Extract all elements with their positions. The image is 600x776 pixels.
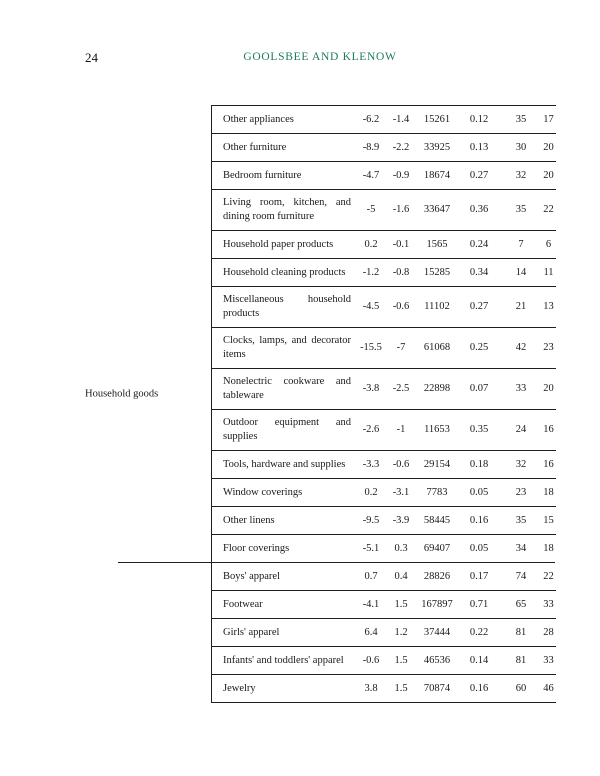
value-cell: 35	[515, 514, 527, 526]
value-cell: 167897	[421, 598, 453, 610]
table-row	[212, 134, 556, 162]
value-cell: 18	[543, 543, 554, 554]
category-cell: Other furniture	[223, 141, 287, 153]
value-cell: 17	[543, 113, 554, 125]
value-cell: 70874	[423, 682, 451, 694]
value-cell: 33647	[423, 204, 451, 215]
value-cell: 21	[515, 301, 527, 312]
table-row	[212, 410, 556, 451]
value-cell: -0.8	[392, 266, 410, 278]
value-cell: 1.5	[394, 682, 408, 694]
value-cell: 15285	[423, 266, 451, 278]
value-cell: -2.5	[392, 383, 410, 394]
value-cell: 7783	[426, 486, 448, 498]
category-cell: Bedroom furniture	[223, 169, 302, 181]
value-cell: 0.2	[364, 238, 378, 250]
table-row	[212, 106, 556, 134]
value-cell: 0.24	[469, 238, 489, 250]
table-row	[212, 231, 556, 259]
value-cell: 0.3	[394, 543, 408, 554]
table-row	[212, 479, 556, 507]
value-cell: 15	[543, 514, 554, 526]
value-cell: -4.1	[362, 598, 380, 610]
category-cell: Living room, kitchen, and dining room furniture	[223, 197, 351, 222]
value-cell: 1565	[426, 238, 448, 250]
value-cell: 22	[543, 204, 554, 215]
value-cell: -1.6	[392, 204, 410, 215]
value-cell: 42	[515, 342, 527, 353]
value-cell: 16	[543, 424, 554, 435]
value-cell: 6.4	[364, 626, 378, 638]
value-cell: -6.2	[362, 113, 380, 125]
group-label: Household goods	[85, 388, 159, 400]
value-cell: -3.8	[362, 383, 380, 394]
table-row	[212, 619, 556, 647]
table	[85, 105, 555, 703]
value-cell: 33925	[423, 141, 451, 153]
value-cell: -3.9	[392, 514, 410, 526]
value-cell: -1.2	[362, 266, 380, 278]
value-cell: -3.3	[362, 458, 380, 470]
category-cell: Clocks, lamps, and decorator items	[223, 335, 351, 360]
table-row	[212, 287, 556, 328]
value-cell: 0.27	[469, 301, 489, 312]
value-cell: 1.5	[394, 654, 408, 666]
group-label-cell	[85, 105, 211, 563]
value-cell: 46536	[423, 654, 451, 666]
value-cell: 69407	[423, 543, 451, 554]
category-cell: Other linens	[223, 514, 275, 526]
value-cell: 34	[515, 543, 527, 554]
value-cell: 58445	[423, 514, 451, 526]
value-cell: 0.16	[469, 514, 489, 526]
value-cell: 3.8	[364, 682, 378, 694]
value-cell: 0.2	[364, 486, 378, 498]
table-row	[212, 328, 556, 369]
value-cell: 81	[515, 626, 527, 638]
value-cell: 28	[543, 626, 554, 638]
category-cell: Infants' and toddlers' apparel	[223, 654, 344, 666]
value-cell: 32	[515, 169, 527, 181]
value-cell: -0.6	[392, 458, 410, 470]
category-cell: Footwear	[223, 598, 263, 610]
value-cell: 0.07	[469, 383, 489, 394]
table-group	[85, 563, 555, 703]
value-cell: 0.25	[469, 342, 489, 353]
value-cell: 0.12	[469, 113, 489, 125]
value-cell: 0.16	[469, 682, 489, 694]
value-cell: 0.17	[469, 570, 489, 582]
value-cell: 24	[515, 424, 527, 435]
category-cell: Household paper products	[223, 238, 334, 250]
value-cell: 60	[515, 682, 527, 694]
value-cell: -8.9	[362, 141, 380, 153]
value-cell: 46	[543, 682, 554, 694]
value-cell: -2.6	[362, 424, 380, 435]
value-cell: 74	[515, 570, 527, 582]
category-cell: Other appliances	[223, 113, 294, 125]
table-row	[212, 369, 556, 410]
value-cell: -0.1	[392, 238, 410, 250]
value-cell: -0.6	[392, 301, 410, 312]
value-cell: 65	[515, 598, 527, 610]
value-cell: 32	[515, 458, 527, 470]
value-cell: 11653	[424, 424, 450, 435]
group-label-cell	[85, 563, 211, 703]
value-cell: 20	[543, 169, 554, 181]
running-head	[85, 50, 555, 66]
value-cell: 0.14	[469, 654, 489, 666]
value-cell: -15.5	[360, 342, 382, 353]
value-cell: 33	[543, 654, 554, 666]
value-cell: -5.1	[362, 543, 380, 554]
value-cell: 0.71	[469, 598, 489, 610]
value-cell: -0.6	[362, 654, 380, 666]
group-rows	[211, 105, 556, 563]
category-cell: Boys' apparel	[223, 570, 281, 582]
value-cell: 13	[543, 301, 554, 312]
value-cell: 15261	[423, 113, 451, 125]
value-cell: 23	[543, 342, 554, 353]
value-cell: -1.4	[392, 113, 410, 125]
value-cell: 35	[515, 204, 527, 215]
value-cell: -5	[366, 204, 376, 215]
table-row	[212, 259, 556, 287]
value-cell: 18674	[423, 169, 451, 181]
value-cell: 33	[515, 383, 527, 394]
value-cell: 0.13	[469, 141, 489, 153]
value-cell: 23	[515, 486, 527, 498]
table-row	[212, 591, 556, 619]
category-cell: Household cleaning products	[223, 266, 346, 278]
value-cell: 0.35	[469, 424, 489, 435]
table-row	[212, 563, 556, 591]
value-cell: 0.36	[469, 204, 489, 215]
value-cell: 18	[543, 486, 554, 498]
table-row	[212, 647, 556, 675]
value-cell: 14	[515, 266, 527, 278]
value-cell: 7	[518, 238, 524, 250]
table-row	[212, 507, 556, 535]
value-cell: 22	[543, 570, 554, 582]
category-cell: Jewelry	[223, 682, 256, 694]
value-cell: 11102	[424, 301, 450, 312]
value-cell: 0.34	[469, 266, 489, 278]
value-cell: -4.7	[362, 169, 380, 181]
value-cell: 29154	[423, 458, 451, 470]
running-title: GOOLSBEE AND KLENOW	[243, 51, 397, 63]
value-cell: 28826	[423, 570, 451, 582]
value-cell: 0.7	[364, 570, 378, 582]
category-cell: Floor coverings	[223, 543, 290, 554]
value-cell: 30	[515, 141, 527, 153]
value-cell: 35	[515, 113, 527, 125]
value-cell: 0.05	[469, 486, 489, 498]
category-cell: Outdoor equipment and supplies	[223, 417, 351, 442]
value-cell: 20	[543, 383, 554, 394]
value-cell: 22898	[423, 383, 451, 394]
group-rows	[211, 563, 556, 703]
value-cell: 6	[545, 238, 552, 250]
value-cell: 0.27	[469, 169, 489, 181]
table-row	[212, 190, 556, 231]
category-cell: Tools, hardware and supplies	[223, 458, 346, 470]
table-row	[212, 535, 556, 563]
category-cell: Miscellaneous household products	[223, 294, 351, 319]
category-cell: Nonelectric cookware and tableware	[223, 376, 351, 401]
value-cell: 11	[543, 266, 554, 278]
value-cell: 33	[543, 598, 554, 610]
category-cell: Girls' apparel	[223, 626, 280, 638]
value-cell: 81	[515, 654, 527, 666]
value-cell: -4.5	[362, 301, 380, 312]
table-row	[212, 451, 556, 479]
value-cell: -0.9	[392, 169, 410, 181]
value-cell: 0.18	[469, 458, 489, 470]
value-cell: 1.5	[394, 598, 408, 610]
table-group	[85, 105, 555, 563]
table-row	[212, 675, 556, 703]
value-cell: 0.4	[394, 570, 408, 582]
value-cell: -2.2	[392, 141, 410, 153]
value-cell: -1	[396, 424, 406, 435]
value-cell: 0.22	[469, 626, 489, 638]
value-cell: 61068	[423, 342, 451, 353]
value-cell: 20	[543, 141, 554, 153]
table-row	[212, 162, 556, 190]
value-cell: -9.5	[362, 514, 380, 526]
value-cell: -7	[396, 342, 406, 353]
value-cell: -3.1	[392, 486, 410, 498]
category-cell: Window coverings	[223, 486, 303, 498]
value-cell: 1.2	[394, 626, 408, 638]
value-cell: 16	[543, 458, 554, 470]
value-cell: 0.05	[469, 543, 489, 554]
value-cell: 37444	[423, 626, 451, 638]
page-number: 24	[85, 50, 98, 65]
